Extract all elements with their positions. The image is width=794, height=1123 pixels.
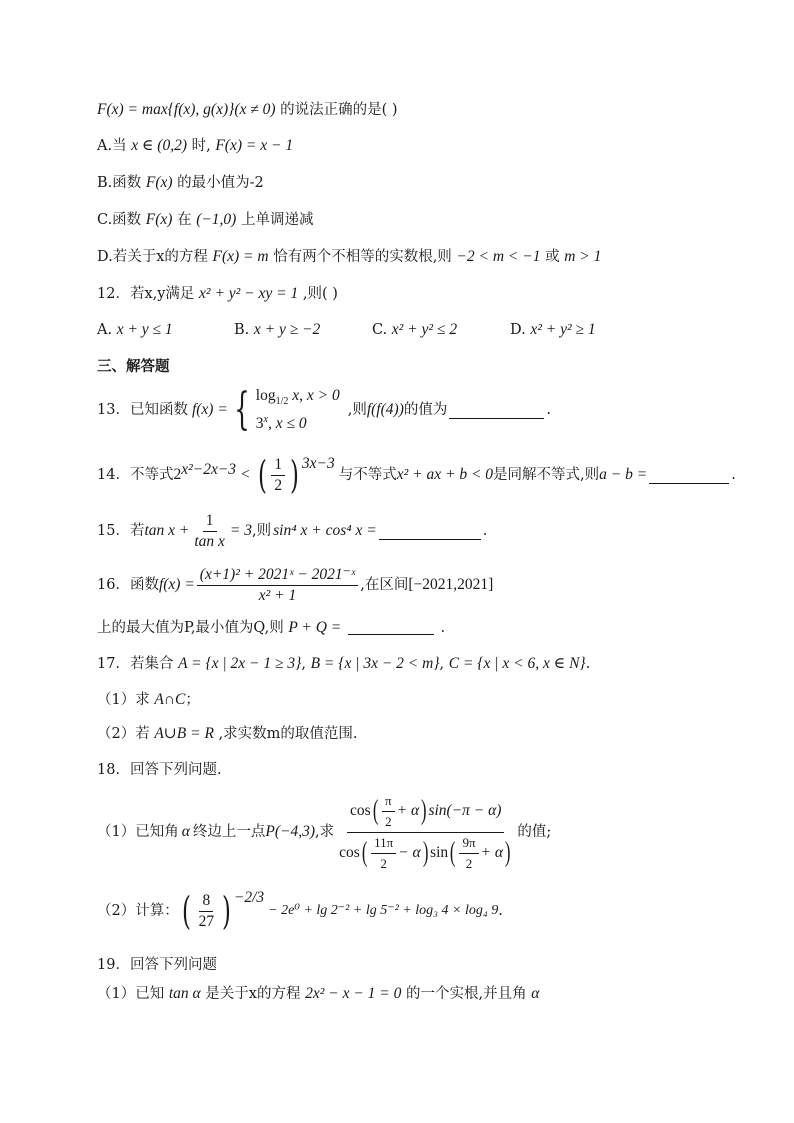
q12-option-c[interactable]	[372, 320, 457, 340]
q13-case2-exp: x	[263, 413, 268, 425]
q14-expr: a − b =	[599, 466, 648, 483]
q11-option-b[interactable]	[97, 173, 264, 193]
q14-ineq: x² + ax + b < 0	[396, 466, 494, 483]
q13-expr: f(f(4))	[366, 401, 404, 418]
q19-eq: 2x² − x − 1 = 0	[305, 985, 402, 1002]
q14-post: 是同解不等式,则	[493, 467, 600, 483]
q14-rhs-exp: 3x−3	[301, 455, 335, 472]
q16-end: .	[440, 620, 446, 636]
frac-den: 2	[465, 855, 473, 871]
trig-cos: cos	[339, 844, 360, 861]
option-math: x + y ≤ 1	[116, 321, 173, 338]
section-heading: 三、解答题	[97, 359, 170, 375]
q18-alpha: α	[181, 823, 190, 840]
paren-left-icon: (	[257, 453, 267, 497]
paren-left-icon: (	[361, 837, 368, 868]
paren-right-icon: )	[504, 837, 511, 868]
q14-mid: 与不等式	[338, 467, 397, 483]
q16-pre: 16．函数	[97, 577, 159, 593]
q17-set-b: B = {x | 3x − 2 < m}	[310, 655, 440, 672]
q18-part1-pre: （1）已知角	[97, 824, 179, 840]
option-label: A.当	[97, 138, 127, 154]
q19-part1	[97, 984, 539, 1004]
q18-p2-end: .	[498, 903, 503, 919]
option-text: 时,	[191, 138, 211, 154]
q13-case1	[256, 387, 340, 411]
q17-part2-math: A∪B = R	[154, 725, 214, 742]
q13-fx: f(x) =	[191, 401, 228, 418]
option-math: F(x)	[145, 174, 173, 191]
q16-post: ,在区间	[360, 577, 409, 593]
paren-right-icon: )	[422, 837, 429, 868]
paren-left-icon: (	[372, 795, 379, 826]
q13-mid: ,则	[347, 402, 367, 418]
trig-sin: sin(−π − α)	[428, 802, 502, 819]
q13-post: 的值为	[403, 402, 448, 418]
q15-expr: sin⁴ x + cos⁴ x =	[273, 522, 377, 539]
frac-den: tan x	[194, 532, 225, 550]
q11-intro	[97, 100, 398, 120]
answer-blank[interactable]	[348, 618, 434, 635]
q15-end: .	[482, 523, 488, 539]
q14-pre: 14．不等式	[97, 467, 174, 483]
q18-numerator	[347, 791, 504, 833]
option-math: x² + y² ≥ 1	[530, 321, 596, 338]
q15-pre: 15．若	[97, 523, 145, 539]
q18-part1-end: 的值;	[517, 824, 552, 840]
q13-case1-rest: x, x > 0	[292, 386, 340, 404]
q19-part1-post: 的一个实根,并且角	[405, 986, 527, 1002]
q18-p2-fraction	[196, 891, 218, 932]
q18-point: P(−4,3)	[265, 823, 316, 840]
q18-p2-rest: − 2e⁰ + lg 2⁻² + lg 5⁻² + log₃ 4 × log₄ 9	[268, 903, 499, 918]
frac-den: 2	[274, 476, 283, 494]
answer-blank[interactable]	[379, 523, 481, 540]
paren-left-icon: (	[181, 889, 191, 933]
q13	[97, 384, 551, 436]
trig-sin: sin	[430, 844, 449, 861]
q18-part2-pre: （2）计算：	[97, 903, 179, 919]
q15-tan: tan x +	[144, 522, 190, 539]
q11-option-d[interactable]	[97, 247, 601, 267]
frac-num: 11π	[371, 833, 396, 854]
q18-part2	[97, 886, 503, 936]
q18-part1-req: ,求	[315, 824, 335, 840]
answer-blank[interactable]	[449, 402, 544, 419]
option-text: 在	[177, 212, 192, 228]
paren-right-icon: )	[222, 889, 231, 933]
q11-intro-text: 的说法正确的是( )	[280, 102, 398, 118]
q18-part1	[97, 790, 551, 874]
option-label: B.	[234, 322, 250, 338]
option-math: F(x)	[145, 211, 173, 228]
option-label: D.	[510, 322, 526, 338]
q12-option-a[interactable]	[97, 320, 173, 340]
q18-denominator	[336, 833, 515, 874]
q13-log: log	[255, 386, 276, 404]
q14-end: .	[731, 467, 736, 483]
q11-option-a[interactable]	[97, 136, 293, 156]
q17-part2	[97, 724, 358, 744]
q16-line2-expr: P + Q =	[288, 619, 342, 636]
frac-num: 9π	[459, 833, 478, 854]
q17-end: .	[585, 656, 591, 672]
q15	[97, 509, 487, 553]
q13-log-base: 1/2	[275, 395, 289, 407]
q18-part1-mid: 终边上一点	[192, 824, 266, 840]
option-label: C.函数	[97, 212, 142, 228]
q18-stem: 18．回答下列问题.	[97, 762, 222, 778]
paren-left-icon: (	[449, 837, 456, 868]
option-text: 恰有两个不相等的实数根,则	[273, 249, 452, 265]
q16-line2-pre: 上的最大值为P,最小值为Q,则	[97, 620, 284, 636]
q12-option-d[interactable]	[510, 320, 596, 340]
trig-cos: cos	[350, 802, 371, 819]
paren-right-icon: )	[420, 795, 427, 826]
nine-pi-over-2	[459, 833, 478, 874]
q12-stem	[97, 284, 338, 304]
q17-set-a: A = {x | 2x − 1 ≥ 3}	[178, 655, 302, 672]
paren-right-icon: )	[290, 453, 299, 497]
option-text: 上单调递减	[240, 212, 314, 228]
option-label: C.	[372, 322, 388, 338]
option-math: −2 < m < −1	[456, 248, 541, 265]
option-math: (−1,0)	[196, 211, 237, 228]
q13-case2-rest: , x ≤ 0	[268, 415, 307, 433]
q18-big-fraction	[336, 791, 515, 874]
q12-stem-post: ,则( )	[302, 286, 338, 302]
q19-part1-mid: 是关于x的方程	[205, 986, 301, 1002]
answer-blank[interactable]	[649, 467, 729, 484]
brace-icon: {	[234, 384, 250, 435]
q16-fraction	[197, 565, 358, 606]
q17-part1	[97, 690, 200, 710]
trig-tail: + α	[396, 802, 420, 819]
q16-line2	[97, 618, 445, 638]
q19-alpha: α	[531, 985, 540, 1002]
q11-option-c[interactable]	[97, 210, 313, 230]
frac-num: 8	[199, 891, 213, 912]
q18-p2-exp: −2/3	[233, 889, 265, 906]
q14	[97, 452, 736, 498]
pi-over-2	[382, 791, 395, 832]
option-math: m > 1	[564, 248, 602, 265]
frac-den: 2	[380, 855, 387, 871]
q16	[97, 562, 493, 608]
frac-den: 2	[385, 813, 392, 829]
q17-stem-pre: 17．若集合	[97, 656, 174, 672]
option-math: F(x) = x − 1	[215, 137, 294, 154]
q17-stem: 17．若集合 A = {x | 2x − 1 ≥ 3}, B = {x | 3x − 2 < m}, C = {x | x < 6, x ∈ N}.	[97, 655, 591, 672]
q12-option-b[interactable]	[234, 320, 320, 340]
q13-case2-base: 3	[255, 415, 264, 433]
q12-stem-pre: 12．若x,y满足	[97, 286, 195, 302]
option-label: B.函数	[97, 175, 142, 191]
q14-lhs-base: 2	[173, 466, 182, 483]
q17-part2-pre: （2）若	[97, 726, 150, 742]
q14-lhs-exp: x²−2x−3	[181, 461, 237, 478]
q17-part1-end: ；	[185, 692, 200, 708]
frac-den: x² + 1	[258, 586, 297, 604]
option-math: x ∈ (0,2)	[131, 137, 188, 154]
frac-num: (x+1)² + 2021ˣ − 2021⁻ˣ	[197, 565, 358, 586]
q14-fraction	[271, 455, 285, 496]
q19-stem: 19．回答下列问题	[97, 957, 217, 973]
q19-tan: tan α	[168, 985, 201, 1002]
option-math: F(x) = m	[212, 248, 269, 265]
q15-mid: ,则	[252, 523, 272, 539]
q17-set-c: C = {x | x < 6, x ∈ N}	[448, 655, 586, 672]
trig-tail: + α	[480, 844, 504, 861]
q16-fx: f(x) =	[158, 576, 195, 593]
q13-pre: 13．已知函数	[97, 402, 188, 418]
option-text: 的最小值为-2	[177, 175, 264, 191]
q13-case2	[256, 411, 340, 433]
frac-den: 27	[198, 912, 215, 930]
option-text: 或	[545, 249, 560, 265]
q15-eq: = 3	[229, 522, 253, 539]
frac-num: 1	[271, 455, 285, 476]
frac-num: π	[382, 791, 395, 812]
q15-fraction	[191, 511, 228, 552]
q13-end: .	[546, 402, 551, 418]
q17-part1-math: A∩C	[154, 691, 186, 708]
q17-part2-post: ,求实数m的取值范围.	[218, 726, 358, 742]
option-math: x² + y² ≤ 2	[391, 321, 458, 338]
trig-tail: − α	[398, 844, 421, 861]
q17-part1-pre: （1）求	[97, 692, 150, 708]
q19-part1-pre: （1）已知	[97, 986, 165, 1002]
option-math: x + y ≥ −2	[253, 321, 321, 338]
q11-formula: F(x) = max{f(x), g(x)}(x ≠ 0)	[97, 101, 276, 118]
q14-lt: <	[240, 466, 251, 483]
frac-num: 1	[203, 511, 217, 532]
option-label: A.	[97, 322, 113, 338]
q13-cases	[256, 387, 340, 433]
q16-interval: [−2021,2021]	[408, 576, 494, 593]
eleven-pi-over-2	[371, 833, 396, 874]
option-label: D.若关于x的方程	[97, 249, 208, 265]
q12-stem-math: x² + y² − xy = 1	[199, 285, 299, 302]
